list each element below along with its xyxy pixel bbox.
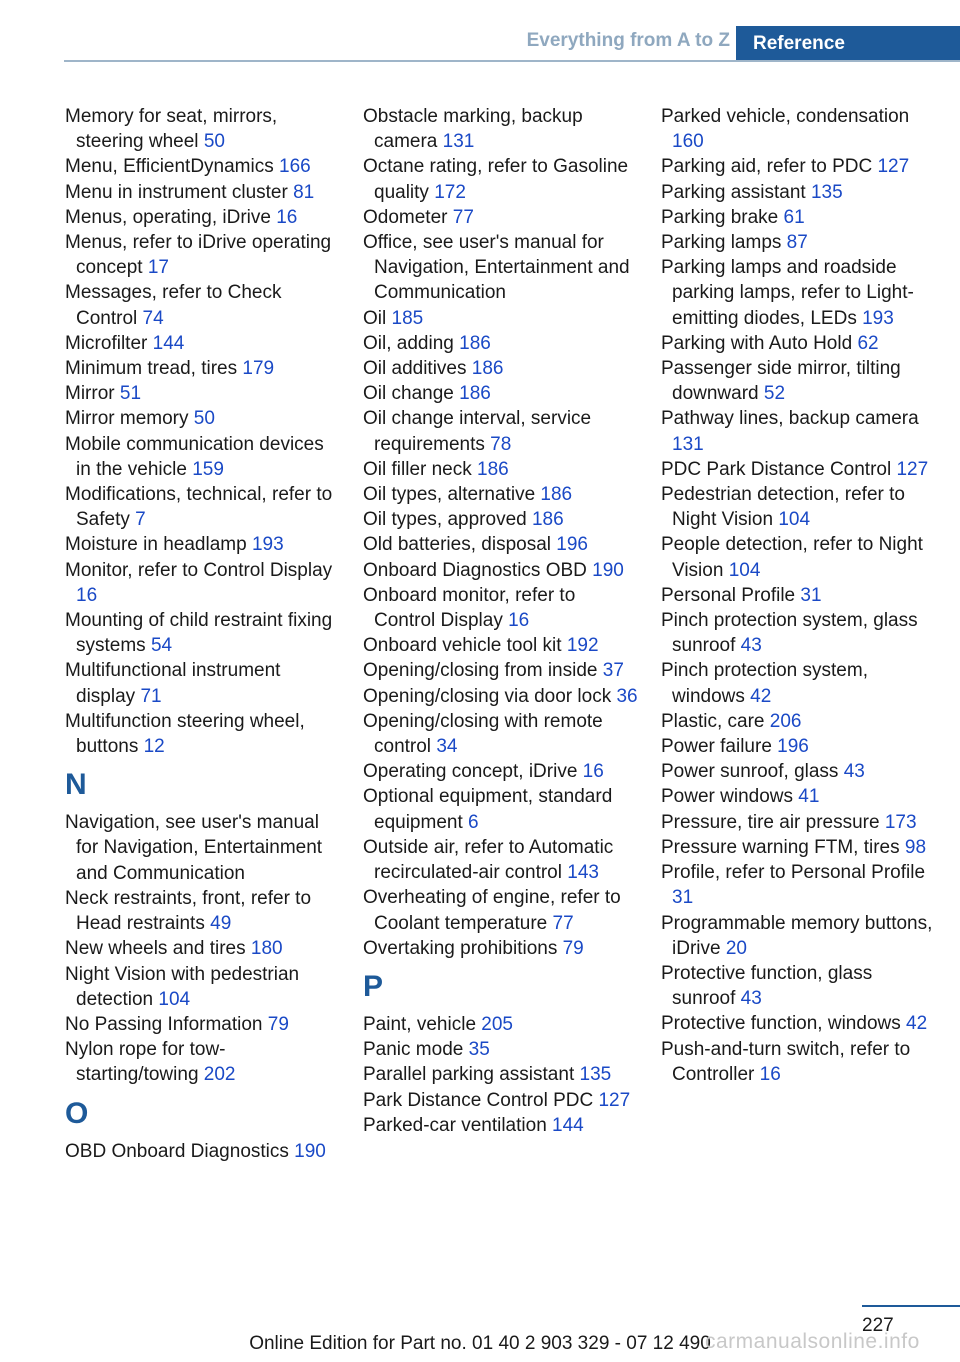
index-page-link[interactable]: 186 (540, 484, 573, 506)
index-entry-term: Menus, operating, iDrive (65, 206, 271, 228)
index-entry (661, 1011, 936, 1036)
index-page-link[interactable]: 186 (471, 358, 504, 380)
index-entry-term: Office, see user's manual for Navigation, Entertainment and Communication (363, 232, 630, 304)
index-entry-term: Passenger side mirror, tilting downward (661, 358, 901, 405)
index-entry-term: Plastic, care (661, 710, 765, 732)
index-page-link[interactable]: 78 (490, 433, 512, 455)
index-entry-term: Parking aid, refer to PDC (661, 156, 873, 178)
index-page-link[interactable]: 16 (76, 584, 98, 606)
index-entry-term: Oil change (363, 383, 454, 405)
index-entry-term: Parallel parking assistant (363, 1064, 575, 1086)
index-entry-term: People detection, refer to Night Vision (661, 534, 923, 581)
index-entry (661, 835, 936, 860)
index-entry (363, 532, 638, 557)
index-page-link[interactable]: 104 (778, 509, 811, 531)
index-entry (661, 810, 936, 835)
index-entry-term: Power sunroof, glass (661, 761, 839, 783)
index-page-link[interactable]: 61 (783, 206, 805, 228)
index-entry-term: Opening/closing via door lock (363, 685, 612, 707)
index-entry-term: Parking brake (661, 206, 779, 228)
index-page-link[interactable]: 36 (616, 685, 638, 707)
index-page-link[interactable]: 16 (508, 610, 530, 632)
index-entry-term: Power windows (661, 786, 793, 808)
index-entry (363, 1012, 638, 1037)
index-entry (65, 608, 340, 658)
index-entry (661, 583, 936, 608)
index-entry-term: Microfilter (65, 332, 148, 354)
index-entry-term: Parking with Auto Hold (661, 332, 853, 354)
index-page-link[interactable]: 160 (672, 131, 704, 153)
index-page-link[interactable]: 49 (210, 913, 232, 935)
index-page-link[interactable]: 6 (468, 811, 479, 833)
index-entry (65, 936, 340, 961)
index-page-link[interactable]: 190 (294, 1140, 326, 1162)
index-entry-term: Parking assistant (661, 181, 806, 203)
index-entry-term: Odometer (363, 206, 448, 228)
index-page-link[interactable]: 104 (728, 559, 761, 581)
index-entry (661, 860, 936, 910)
index-page-link[interactable]: 16 (276, 206, 298, 228)
index-page-link[interactable]: 79 (562, 937, 584, 959)
index-entry-term: Monitor, refer to Control Display (65, 559, 333, 581)
index-entry (661, 532, 936, 582)
index-page-link[interactable]: 131 (442, 131, 475, 153)
index-entry-term: Minimum tread, tires (65, 358, 238, 380)
index-page-link[interactable]: 135 (810, 181, 843, 203)
index-entry (661, 1037, 936, 1087)
index-entry-term: Oil, adding (363, 332, 454, 354)
index-page-link[interactable]: 135 (579, 1064, 612, 1086)
index-page-link[interactable]: 16 (582, 761, 604, 783)
index-entry-term: Menu in instrument cluster (65, 181, 288, 203)
index-entry (65, 558, 340, 608)
index-entry-term: Power failure (661, 736, 772, 758)
index-page-link[interactable]: 127 (877, 156, 910, 178)
index-page-link[interactable]: 143 (567, 862, 599, 884)
index-page-link[interactable]: 193 (251, 534, 284, 556)
index-entry-term: Pressure, tire air pressure (661, 811, 880, 833)
index-entry (363, 658, 638, 683)
index-entry-term: PDC Park Distance Control (661, 458, 892, 480)
index-entry-term: Oil types, alternative (363, 484, 536, 506)
index-entry-term: Oil change interval, service requirements (363, 408, 592, 455)
index-page-link[interactable]: 190 (592, 559, 624, 581)
index-entry-term: Overtaking prohibitions (363, 937, 558, 959)
index-page-link[interactable]: 98 (904, 836, 927, 858)
index-entry-term: Pedestrian detection, refer to Night Vision (661, 484, 905, 531)
index-entry (65, 180, 340, 205)
index-page-link[interactable]: 185 (391, 307, 424, 329)
index-entry-term: Protective function, windows (661, 1013, 901, 1035)
index-entry (363, 558, 638, 583)
index-page-link[interactable]: 172 (434, 181, 466, 203)
index-page-link[interactable]: 186 (531, 509, 564, 531)
index-entry (363, 835, 638, 885)
index-column-1 (65, 104, 340, 1164)
index-page-link[interactable]: 196 (556, 534, 588, 556)
index-entry-term: Panic mode (363, 1039, 464, 1061)
index-entry (65, 962, 340, 1012)
index-entry (661, 961, 936, 1011)
index-page-link[interactable]: 192 (566, 635, 599, 657)
index-entry (661, 180, 936, 205)
index-page-link[interactable]: 52 (763, 383, 786, 405)
index-entry (65, 205, 340, 230)
index-entry-term: Push-and-turn switch, refer to Controller (661, 1038, 911, 1085)
index-entry-term: Onboard vehicle tool kit (363, 635, 562, 657)
index-entry-term: Pressure warning FTM, tires (661, 836, 900, 858)
index-entry-term: Multifunctional instrument display (65, 660, 281, 707)
index-page-link[interactable]: 131 (672, 433, 704, 455)
index-entry-term: Pathway lines, backup camera (661, 408, 919, 430)
index-entry-term: Onboard Diagnostics OBD (363, 559, 587, 581)
index-entry (661, 709, 936, 734)
index-entry-term: Messages, refer to Check Control (65, 282, 282, 329)
index-entry (363, 1113, 638, 1138)
index-entry-term: Nylon rope for tow-starting/towing (65, 1039, 226, 1086)
index-entry (65, 331, 340, 356)
index-entry (363, 230, 638, 306)
index-entry-term: Opening/closing with remote control (363, 710, 603, 758)
index-entry-term: Pinch protection system, windows (661, 660, 868, 707)
index-page-link[interactable]: 16 (759, 1063, 781, 1085)
index-entry-term: Personal Profile (661, 584, 796, 606)
footer-rule (862, 1305, 960, 1307)
index-entry (363, 104, 638, 154)
header-tab-reference: Reference (736, 26, 960, 61)
index-entry-term: Oil types, approved (363, 509, 527, 531)
index-entry (661, 255, 936, 331)
index-entry (363, 507, 638, 532)
index-entry (363, 1088, 638, 1113)
index-entry-term: Parking lamps and roadside parking lamps, refer to Light-emitting diodes, LEDs (661, 257, 914, 329)
index-page-link[interactable]: 31 (672, 887, 694, 909)
index-entry (661, 734, 936, 759)
index-entry (65, 154, 340, 179)
index-entry-term: Oil filler neck (363, 458, 472, 480)
index-page-link[interactable]: 12 (143, 736, 165, 758)
index-page-link[interactable]: 37 (602, 660, 624, 682)
index-entry (65, 886, 340, 936)
index-entry (65, 709, 340, 759)
index-entry (65, 1012, 340, 1037)
index-page-link[interactable]: 34 (436, 736, 458, 758)
index-page-link[interactable]: 7 (135, 509, 146, 531)
index-entry-term: Night Vision with pedestrian detection (65, 963, 300, 1010)
index-entry-term: New wheels and tires (65, 938, 246, 960)
index-entry (363, 406, 638, 456)
index-entry (65, 1037, 340, 1087)
index-page-link[interactable]: 43 (843, 761, 865, 783)
index-entry-term: Protective function, glass sunroof (661, 962, 873, 1010)
index-entry (65, 280, 340, 330)
header-rule (64, 60, 960, 62)
index-entry (363, 331, 638, 356)
index-entry (363, 1062, 638, 1087)
index-entry (363, 885, 638, 935)
index-column-2 (363, 104, 638, 1138)
index-entry (65, 381, 340, 406)
index-entry (661, 154, 936, 179)
index-entry-term: Memory for seat, mirrors, steering wheel (65, 106, 278, 153)
index-page-link[interactable]: 42 (750, 685, 772, 707)
index-entry-term: OBD Onboard Diagnostics (65, 1140, 289, 1162)
index-entry (661, 911, 936, 961)
index-letter-heading: N (65, 768, 87, 802)
index-entry-term: Menus, refer to iDrive operating concept (65, 232, 332, 279)
index-entry-term: Park Distance Control PDC (363, 1089, 594, 1111)
index-page-link[interactable]: 205 (481, 1013, 513, 1035)
index-entry (661, 104, 936, 154)
index-page-link[interactable]: 43 (740, 635, 762, 657)
index-entry (363, 759, 638, 784)
index-entry (363, 306, 638, 331)
index-page-link[interactable]: 41 (798, 786, 820, 808)
index-entry (363, 482, 638, 507)
index-entry-term: Obstacle marking, backup camera (363, 106, 583, 153)
index-entry-term: Pinch protection system, glass sunroof (661, 610, 918, 657)
index-entry (363, 633, 638, 658)
watermark: carmanualsonline.info (705, 1330, 920, 1353)
index-entry-term: Oil (363, 307, 387, 329)
index-page-link[interactable]: 159 (192, 458, 224, 480)
index-page-link[interactable]: 51 (119, 383, 142, 405)
index-page-link[interactable]: 186 (459, 332, 491, 354)
index-entry-term: Menu, EfficientDynamics (65, 156, 274, 178)
index-page-link[interactable]: 62 (857, 332, 879, 354)
index-entry-term: Old batteries, disposal (363, 534, 551, 556)
index-entry-term: No Passing Information (65, 1013, 263, 1035)
index-page-link[interactable]: 77 (452, 206, 474, 228)
index-page-link[interactable]: 81 (293, 181, 315, 203)
index-page-link[interactable]: 186 (459, 383, 491, 405)
index-page-link[interactable]: 74 (142, 307, 164, 329)
index-page-link[interactable]: 77 (552, 912, 574, 934)
index-entry (363, 684, 638, 709)
index-entry-term: Opening/closing from inside (363, 660, 598, 682)
index-entry-term: Profile, refer to Personal Profile (661, 862, 926, 884)
index-entry (363, 457, 638, 482)
index-page-link[interactable]: 144 (552, 1114, 584, 1136)
index-entry-term: Operating concept, iDrive (363, 761, 578, 783)
index-letter-heading: P (363, 969, 384, 1003)
index-entry (363, 936, 638, 961)
index-page-link[interactable]: 71 (140, 685, 162, 707)
index-entry-term: Programmable memory buttons, iDrive (661, 912, 933, 959)
index-entry (661, 482, 936, 532)
index-page-link[interactable]: 54 (150, 635, 173, 657)
index-page-link[interactable]: 35 (468, 1039, 490, 1061)
index-entry (65, 482, 340, 532)
index-entry (65, 1139, 340, 1164)
index-letter-heading: O (65, 1096, 89, 1130)
index-entry-term: Parked-car ventilation (363, 1114, 547, 1136)
index-entry-term: Navigation, see user's manual for Navigation, Entertainment and Communication (65, 812, 323, 884)
index-entry (661, 331, 936, 356)
index-entry-term: Modifications, technical, refer to Safety (65, 484, 333, 531)
index-entry-term: Optional equipment, standard equipment (363, 786, 613, 833)
index-page-link[interactable]: 42 (906, 1013, 928, 1035)
index-entry-term: Mounting of child restraint fixing systems (65, 610, 333, 657)
index-page-link[interactable]: 50 (203, 131, 225, 153)
index-page-link[interactable]: 202 (203, 1064, 236, 1086)
index-entry (363, 784, 638, 834)
header-section-title: Everything from A to Z (526, 30, 730, 51)
index-entry-term: Moisture in headlamp (65, 534, 247, 556)
index-entry (65, 356, 340, 381)
index-page-link[interactable]: 196 (777, 736, 809, 758)
index-entry (363, 154, 638, 204)
index-entry-term: Parked vehicle, condensation (661, 106, 910, 127)
index-entry-term: Parking lamps (661, 232, 782, 254)
index-entry (661, 406, 936, 456)
index-entry (65, 230, 340, 280)
index-entry (65, 532, 340, 557)
index-page-link[interactable]: 79 (267, 1013, 289, 1035)
index-entry-term: Mirror memory (65, 408, 189, 430)
index-entry (661, 457, 936, 482)
index-page-link[interactable]: 180 (250, 938, 283, 960)
index-page-link[interactable]: 20 (725, 937, 747, 959)
index-entry (65, 104, 340, 154)
index-entry (661, 356, 936, 406)
index-page-link[interactable]: 173 (884, 811, 917, 833)
index-entry (363, 1037, 638, 1062)
index-entry (363, 381, 638, 406)
index-entry-term: Neck restraints, front, refer to Head restraints (65, 887, 312, 935)
index-entry (661, 205, 936, 230)
index-entry (363, 205, 638, 230)
index-entry-term: Onboard monitor, refer to Control Display (363, 584, 576, 632)
index-page-link[interactable]: 127 (598, 1089, 631, 1111)
index-page-link[interactable]: 193 (862, 307, 894, 329)
index-page-link[interactable]: 50 (193, 408, 215, 430)
index-page-link[interactable]: 144 (152, 332, 185, 354)
index-page-link[interactable]: 31 (800, 584, 822, 606)
index-entry (65, 432, 340, 482)
index-entry-term: Overheating of engine, refer to Coolant temperature (363, 887, 621, 934)
index-entry-term: Mirror (65, 383, 115, 405)
index-page-link[interactable]: 166 (279, 156, 311, 178)
edition-note: Online Edition for Part no. 01 40 2 903 329 - 07 12 490 (249, 1333, 711, 1354)
index-page-link[interactable]: 43 (740, 988, 762, 1010)
index-entry-term: Multifunction steering wheel, buttons (65, 710, 305, 758)
index-page-link[interactable]: 179 (242, 358, 275, 380)
index-entry (363, 583, 638, 633)
index-entry (363, 356, 638, 381)
index-page-link[interactable]: 87 (786, 232, 808, 254)
index-entry (661, 608, 936, 658)
index-entry (65, 810, 340, 886)
index-entry (65, 406, 340, 431)
index-page-link[interactable]: 127 (896, 458, 929, 480)
index-entry (363, 709, 638, 759)
index-entry-term: Octane rating, refer to Gasoline quality (363, 156, 629, 203)
index-entry-term: Outside air, refer to Automatic recirculated-air control (363, 836, 614, 884)
index-page-link[interactable]: 104 (158, 988, 191, 1010)
index-entry-term: Paint, vehicle (363, 1013, 477, 1035)
index-entry (661, 759, 936, 784)
index-column-3 (661, 104, 936, 1087)
index-page-link[interactable]: 206 (769, 710, 802, 732)
index-page-link[interactable]: 186 (477, 458, 509, 480)
page-number: 227 (862, 1315, 894, 1336)
index-page-link[interactable]: 17 (147, 257, 169, 279)
index-entry-term: Mobile communication devices in the vehicle (65, 433, 324, 480)
index-entry (65, 658, 340, 708)
index-entry (661, 658, 936, 708)
index-entry-term: Oil additives (363, 358, 467, 380)
index-entry (661, 230, 936, 255)
index-entry (661, 784, 936, 809)
